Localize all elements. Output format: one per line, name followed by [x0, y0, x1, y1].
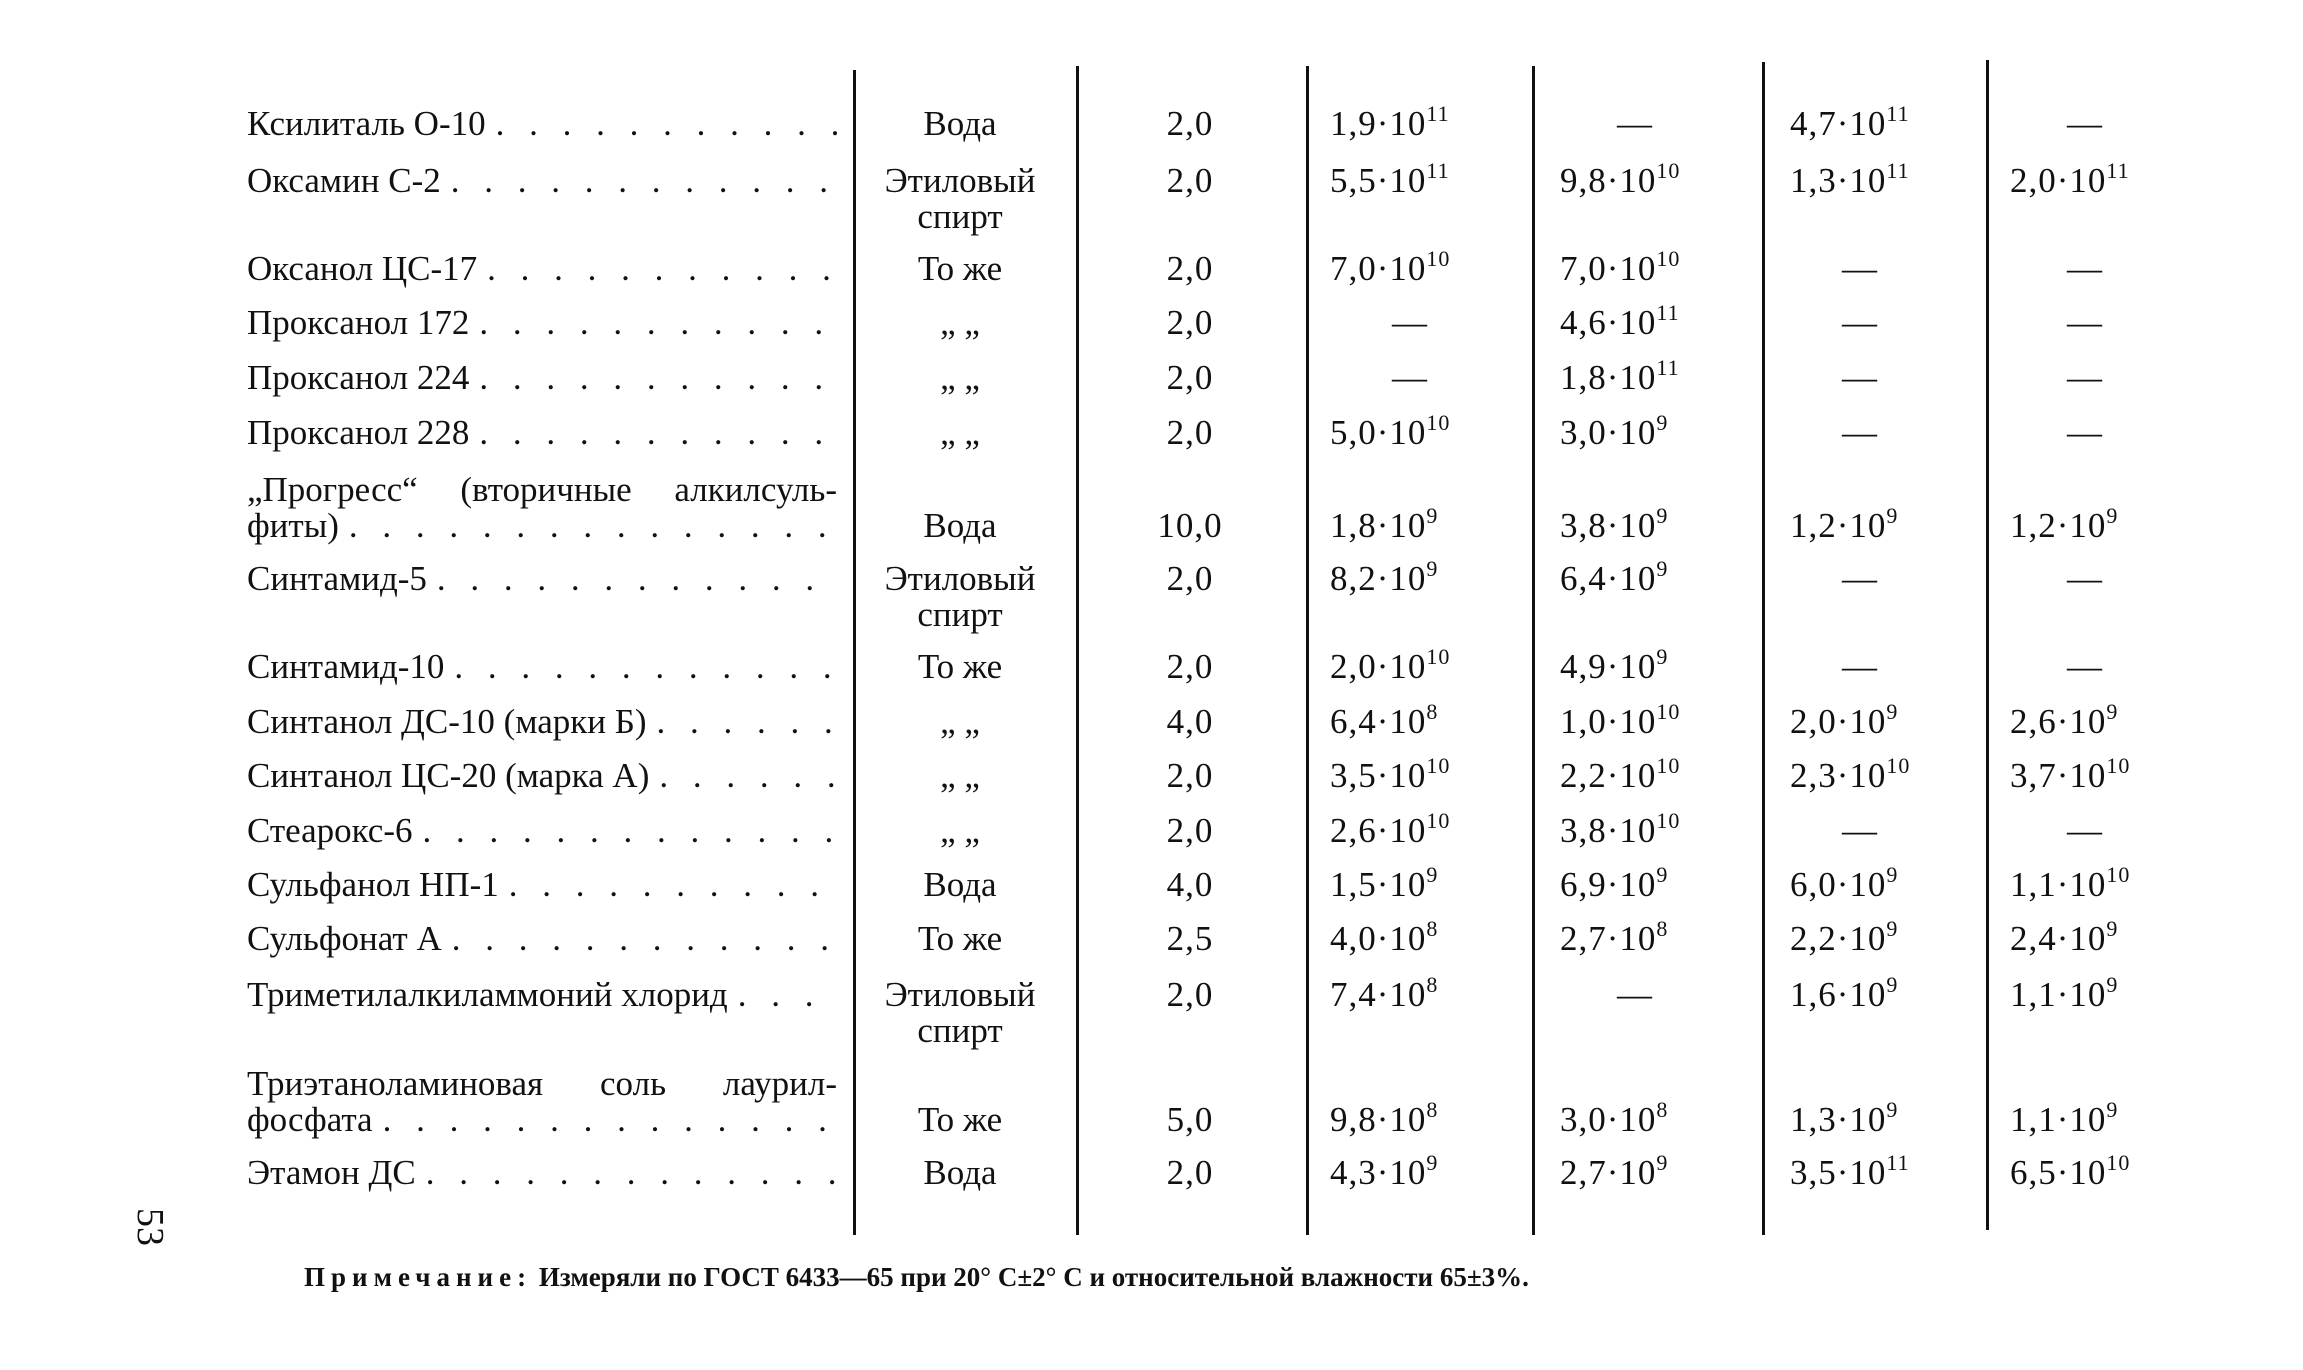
substance-name — [247, 163, 837, 199]
value-mantissa: 1,8·10 — [1560, 358, 1657, 397]
value-mantissa: 1,5·10 — [1330, 865, 1427, 904]
solvent-text: Этиловый — [884, 559, 1036, 598]
solvent-text: То же — [917, 647, 1003, 686]
resistance-value — [1560, 644, 1750, 686]
value-exponent: 10 — [1656, 158, 1681, 183]
resistance-value — [1330, 753, 1520, 795]
value-mantissa: 3,0·10 — [1560, 1100, 1657, 1139]
value-dash: — — [2067, 303, 2103, 342]
value-mantissa: 7,0·10 — [1560, 249, 1657, 288]
solvent — [860, 106, 1060, 142]
value-exponent: 9 — [1656, 410, 1669, 435]
value-exponent: 9 — [1656, 862, 1669, 887]
substance-name-text: Синтанол ДС-10 (марки Б) — [247, 702, 647, 741]
solvent — [860, 758, 1060, 794]
value-exponent: 10 — [2106, 1150, 2131, 1175]
resistance-value — [1560, 556, 1750, 598]
concentration: 2,5 — [1166, 919, 1214, 958]
solvent — [860, 561, 1060, 633]
solvent — [860, 508, 1060, 544]
value-mantissa: 6,4·10 — [1330, 702, 1427, 741]
value-exponent: 11 — [1656, 355, 1680, 380]
substance-name-text: Синтамид-10 — [247, 647, 445, 686]
resistance-value — [2010, 972, 2190, 1014]
value-exponent: 8 — [1656, 1097, 1669, 1122]
solvent-text: Этиловый — [884, 161, 1036, 200]
resistance-value — [2010, 916, 2190, 958]
resistance-value — [1790, 1097, 1970, 1139]
concentration: 2,0 — [1166, 559, 1214, 598]
value-mantissa: 4,9·10 — [1560, 647, 1657, 686]
resistance-value — [1330, 410, 1520, 452]
resistance-value — [1560, 158, 1750, 200]
solvent-text: То же — [917, 249, 1003, 288]
resistance-value — [1790, 862, 1970, 904]
value-dash: — — [2067, 249, 2103, 288]
value-mantissa: 4,0·10 — [1330, 919, 1427, 958]
value-dash: — — [1617, 975, 1653, 1014]
value-dash: — — [1842, 249, 1878, 288]
resistance-value — [1560, 410, 1750, 452]
substance-name — [247, 305, 837, 341]
leader-dots — [487, 251, 837, 287]
solvent — [860, 704, 1060, 740]
substance-name-text: Проксанол 224 — [247, 358, 470, 397]
substance-name-text: Триэтаноламиновая соль лаурил- — [247, 1064, 837, 1103]
solvent — [860, 1155, 1060, 1191]
value-exponent: 9 — [1886, 503, 1899, 528]
value-exponent: 11 — [1886, 1150, 1910, 1175]
column-rule — [1986, 60, 1989, 1230]
value-exponent: 10 — [1426, 410, 1451, 435]
solvent-text: То же — [917, 1100, 1003, 1139]
leader-dots — [479, 360, 837, 396]
resistance-value — [1330, 1097, 1520, 1139]
value-exponent: 9 — [2106, 916, 2119, 941]
leader-dots — [479, 305, 837, 341]
concentration: 2,0 — [1166, 104, 1214, 143]
value-dash: — — [2067, 358, 2103, 397]
substance-name-text: Ксилиталь О-10 — [247, 104, 486, 143]
value-exponent: 8 — [1656, 916, 1669, 941]
leader-dots — [426, 1155, 837, 1191]
solvent — [860, 360, 1060, 396]
resistance-value — [2010, 699, 2190, 741]
value-dash: — — [1842, 811, 1878, 850]
footnote-label: Примечание: — [304, 1262, 533, 1292]
substance-name — [247, 867, 837, 903]
value-mantissa: 9,8·10 — [1560, 161, 1657, 200]
substance-name — [247, 704, 837, 740]
substance-name — [247, 1066, 837, 1138]
solvent — [860, 649, 1060, 685]
concentration: 2,0 — [1166, 161, 1214, 200]
solvent — [860, 163, 1060, 235]
concentration: 2,0 — [1166, 1153, 1214, 1192]
substance-name-text: Сульфанол НП-1 — [247, 865, 499, 904]
solvent — [860, 1102, 1060, 1138]
solvent-text: Вода — [923, 506, 997, 545]
resistance-value — [2010, 862, 2190, 904]
value-exponent: 10 — [1426, 753, 1451, 778]
resistance-value — [1330, 972, 1520, 1014]
value-exponent: 10 — [1886, 753, 1911, 778]
substance-name-text: Этамон ДС — [247, 1153, 416, 1192]
resistance-value — [1790, 1150, 1970, 1192]
column-rule — [1532, 66, 1535, 1235]
value-exponent: 9 — [1886, 862, 1899, 887]
value-mantissa: 1,2·10 — [2010, 506, 2107, 545]
resistance-value — [1790, 753, 1970, 795]
value-mantissa: 3,5·10 — [1330, 756, 1427, 795]
resistance-value — [1790, 916, 1970, 958]
value-mantissa: 6,9·10 — [1560, 865, 1657, 904]
resistance-value — [1790, 101, 1970, 143]
value-mantissa: 1,2·10 — [1790, 506, 1887, 545]
solvent — [860, 813, 1060, 849]
value-mantissa: 3,8·10 — [1560, 506, 1657, 545]
resistance-value — [1790, 158, 1970, 200]
value-dash: — — [2067, 647, 2103, 686]
value-exponent: 11 — [1426, 158, 1450, 183]
value-dash: — — [2067, 811, 2103, 850]
value-mantissa: 1,9·10 — [1330, 104, 1427, 143]
leader-dots — [738, 977, 837, 1013]
solvent-text: Этиловый — [884, 975, 1036, 1014]
value-mantissa: 2,0·10 — [1330, 647, 1427, 686]
solvent-text: То же — [917, 919, 1003, 958]
solvent — [860, 867, 1060, 903]
concentration: 2,0 — [1166, 811, 1214, 850]
column-rule — [853, 70, 856, 1235]
resistance-value — [1560, 862, 1750, 904]
substance-name — [247, 1155, 837, 1191]
value-mantissa: 1,6·10 — [1790, 975, 1887, 1014]
value-mantissa: 5,5·10 — [1330, 161, 1427, 200]
value-exponent: 9 — [1656, 503, 1669, 528]
page-number: 53 — [129, 1208, 171, 1246]
value-dash: — — [1617, 104, 1653, 143]
value-mantissa: 2,3·10 — [1790, 756, 1887, 795]
value-exponent: 9 — [2106, 972, 2119, 997]
value-mantissa: 2,6·10 — [2010, 702, 2107, 741]
resistance-value — [2010, 503, 2190, 545]
resistance-value — [2010, 753, 2190, 795]
resistance-value — [1330, 644, 1520, 686]
value-exponent: 9 — [1886, 916, 1899, 941]
value-mantissa: 2,7·10 — [1560, 1153, 1657, 1192]
value-mantissa: 6,0·10 — [1790, 865, 1887, 904]
resistance-value — [1560, 1150, 1750, 1192]
leader-dots — [451, 163, 837, 199]
value-exponent: 10 — [2106, 862, 2131, 887]
solvent — [860, 305, 1060, 341]
value-exponent: 9 — [1886, 972, 1899, 997]
value-exponent: 11 — [1426, 101, 1450, 126]
value-mantissa: 1,1·10 — [2010, 865, 2107, 904]
value-exponent: 9 — [2106, 1097, 2119, 1122]
value-exponent: 10 — [2106, 753, 2131, 778]
value-mantissa: 4,3·10 — [1330, 1153, 1427, 1192]
substance-name — [247, 649, 837, 685]
value-dash: — — [1392, 303, 1428, 342]
concentration: 2,0 — [1166, 358, 1214, 397]
resistance-value — [1330, 158, 1520, 200]
resistance-value — [1330, 916, 1520, 958]
resistance-value — [1560, 503, 1750, 545]
leader-dots — [423, 813, 838, 849]
value-mantissa: 5,0·10 — [1330, 413, 1427, 452]
value-exponent: 9 — [1886, 1097, 1899, 1122]
resistance-value — [1330, 503, 1520, 545]
value-exponent: 8 — [1426, 972, 1439, 997]
leader-dots — [437, 561, 837, 597]
value-mantissa: 1,1·10 — [2010, 1100, 2107, 1139]
solvent-text: „ „ — [940, 358, 980, 397]
value-dash: — — [1842, 647, 1878, 686]
value-mantissa: 3,7·10 — [2010, 756, 2107, 795]
solvent-text: Вода — [923, 865, 997, 904]
substance-name — [247, 360, 837, 396]
concentration: 2,0 — [1166, 647, 1214, 686]
value-exponent: 9 — [2106, 503, 2119, 528]
value-dash: — — [1842, 413, 1878, 452]
value-mantissa: 2,0·10 — [2010, 161, 2107, 200]
value-exponent: 10 — [1426, 246, 1451, 271]
value-exponent: 9 — [1426, 556, 1439, 581]
solvent-text: „ „ — [940, 811, 980, 850]
concentration: 2,0 — [1166, 303, 1214, 342]
value-mantissa: 3,0·10 — [1560, 413, 1657, 452]
resistance-value — [1330, 699, 1520, 741]
value-mantissa: 1,3·10 — [1790, 1100, 1887, 1139]
value-mantissa: 1,1·10 — [2010, 975, 2107, 1014]
leader-dots — [349, 508, 837, 544]
value-mantissa: 2,4·10 — [2010, 919, 2107, 958]
value-dash: — — [1392, 358, 1428, 397]
substance-name — [247, 251, 837, 287]
concentration: 4,0 — [1166, 865, 1214, 904]
substance-name — [247, 758, 837, 794]
value-mantissa: 7,0·10 — [1330, 249, 1427, 288]
value-dash: — — [1842, 559, 1878, 598]
solvent-text: спирт — [917, 1011, 1003, 1050]
substance-name-text: Оксамин С-2 — [247, 161, 441, 200]
substance-name — [247, 561, 837, 597]
value-exponent: 8 — [1426, 699, 1439, 724]
value-exponent: 10 — [1656, 808, 1681, 833]
value-exponent: 9 — [1656, 644, 1669, 669]
value-exponent: 9 — [1886, 699, 1899, 724]
leader-dots — [496, 106, 837, 142]
value-exponent: 9 — [1426, 503, 1439, 528]
substance-name-text: Сульфонат А — [247, 919, 442, 958]
leader-dots — [454, 649, 837, 685]
substance-name-text: Оксанол ЦС-17 — [247, 249, 478, 288]
resistance-value — [1330, 1150, 1520, 1192]
value-mantissa: 2,2·10 — [1790, 919, 1887, 958]
value-mantissa: 1,8·10 — [1330, 506, 1427, 545]
resistance-value — [1330, 246, 1520, 288]
resistance-value — [1560, 808, 1750, 850]
value-exponent: 8 — [1426, 916, 1439, 941]
value-dash: — — [2067, 104, 2103, 143]
solvent-text: Вода — [923, 104, 997, 143]
column-rule — [1306, 66, 1309, 1235]
solvent — [860, 977, 1060, 1049]
concentration: 2,0 — [1166, 975, 1214, 1014]
value-exponent: 11 — [1886, 101, 1910, 126]
substance-name — [247, 813, 837, 849]
value-mantissa: 1,3·10 — [1790, 161, 1887, 200]
footnote — [304, 1262, 1529, 1293]
substance-name — [247, 977, 837, 1013]
substance-name — [247, 472, 837, 544]
value-mantissa: 7,4·10 — [1330, 975, 1427, 1014]
leader-dots — [509, 867, 837, 903]
substance-name-text: фиты) — [247, 506, 339, 545]
resistance-value — [2010, 1150, 2190, 1192]
value-mantissa: 1,0·10 — [1560, 702, 1657, 741]
substance-name-text: фосфата — [247, 1100, 373, 1139]
resistance-value — [1560, 699, 1750, 741]
leader-dots — [659, 758, 837, 794]
resistance-value — [1330, 101, 1520, 143]
resistance-value — [1560, 355, 1750, 397]
value-mantissa: 3,8·10 — [1560, 811, 1657, 850]
value-exponent: 9 — [2106, 699, 2119, 724]
substance-name — [247, 106, 837, 142]
value-exponent: 9 — [1426, 1150, 1439, 1175]
value-dash: — — [1842, 358, 1878, 397]
resistance-value — [1560, 753, 1750, 795]
value-mantissa: 9,8·10 — [1330, 1100, 1427, 1139]
value-exponent: 9 — [1656, 1150, 1669, 1175]
concentration: 5,0 — [1166, 1100, 1214, 1139]
solvent-text: спирт — [917, 197, 1003, 236]
resistance-value — [1790, 699, 1970, 741]
value-mantissa: 3,5·10 — [1790, 1153, 1887, 1192]
value-exponent: 10 — [1656, 246, 1681, 271]
value-exponent: 10 — [1426, 644, 1451, 669]
leader-dots — [657, 704, 837, 740]
resistance-value — [1560, 246, 1750, 288]
concentration: 2,0 — [1166, 413, 1214, 452]
concentration: 2,0 — [1166, 756, 1214, 795]
concentration: 4,0 — [1166, 702, 1214, 741]
column-rule — [1076, 66, 1079, 1235]
solvent-text: „ „ — [940, 303, 980, 342]
resistance-value — [2010, 158, 2190, 200]
value-exponent: 11 — [2106, 158, 2130, 183]
concentration: 2,0 — [1166, 249, 1214, 288]
resistance-value — [1560, 916, 1750, 958]
substance-name-text: „Прогресс“ (вторичные алкилсуль- — [247, 470, 837, 509]
value-mantissa: 2,0·10 — [1790, 702, 1887, 741]
leader-dots — [479, 415, 837, 451]
value-mantissa: 2,6·10 — [1330, 811, 1427, 850]
leader-dots — [383, 1102, 837, 1138]
resistance-value — [2010, 1097, 2190, 1139]
value-exponent: 9 — [1426, 862, 1439, 887]
substance-name — [247, 921, 837, 957]
solvent-text: Вода — [923, 1153, 997, 1192]
substance-name-text: Проксанол 228 — [247, 413, 470, 452]
value-mantissa: 2,2·10 — [1560, 756, 1657, 795]
value-exponent: 10 — [1426, 808, 1451, 833]
value-dash: — — [2067, 413, 2103, 452]
value-mantissa: 4,6·10 — [1560, 303, 1657, 342]
substance-name-text: Проксанол 172 — [247, 303, 470, 342]
resistance-value — [1790, 503, 1970, 545]
substance-name-text: Стеарокс-6 — [247, 811, 413, 850]
value-dash: — — [2067, 559, 2103, 598]
solvent-text: „ „ — [940, 413, 980, 452]
substance-name-text: Синтамид-5 — [247, 559, 427, 598]
solvent-text: спирт — [917, 595, 1003, 634]
solvent — [860, 921, 1060, 957]
value-exponent: 10 — [1656, 753, 1681, 778]
solvent-text: „ „ — [940, 702, 980, 741]
substance-name — [247, 415, 837, 451]
solvent — [860, 415, 1060, 451]
solvent — [860, 251, 1060, 287]
value-mantissa: 6,5·10 — [2010, 1153, 2107, 1192]
value-exponent: 9 — [1656, 556, 1669, 581]
leader-dots — [452, 921, 837, 957]
footnote-text: Измеряли по ГОСТ 6433—65 при 20° С±2° С и относительной влажности 65±3%. — [538, 1262, 1529, 1292]
resistance-value — [1560, 1097, 1750, 1139]
resistance-value — [1330, 808, 1520, 850]
resistance-value — [1560, 300, 1750, 342]
column-rule — [1762, 62, 1765, 1235]
resistance-value — [1330, 862, 1520, 904]
concentration: 10,0 — [1157, 506, 1223, 545]
resistance-value — [1330, 556, 1520, 598]
substance-name-text: Триметилалкиламмоний хлорид — [247, 975, 728, 1014]
value-exponent: 8 — [1426, 1097, 1439, 1122]
value-mantissa: 6,4·10 — [1560, 559, 1657, 598]
value-exponent: 11 — [1886, 158, 1910, 183]
value-mantissa: 2,7·10 — [1560, 919, 1657, 958]
value-mantissa: 8,2·10 — [1330, 559, 1427, 598]
value-mantissa: 4,7·10 — [1790, 104, 1887, 143]
value-exponent: 11 — [1656, 300, 1680, 325]
value-dash: — — [1842, 303, 1878, 342]
solvent-text: „ „ — [940, 756, 980, 795]
resistance-value — [1790, 972, 1970, 1014]
substance-name-text: Синтанол ЦС-20 (марка А) — [247, 756, 650, 795]
value-exponent: 10 — [1656, 699, 1681, 724]
